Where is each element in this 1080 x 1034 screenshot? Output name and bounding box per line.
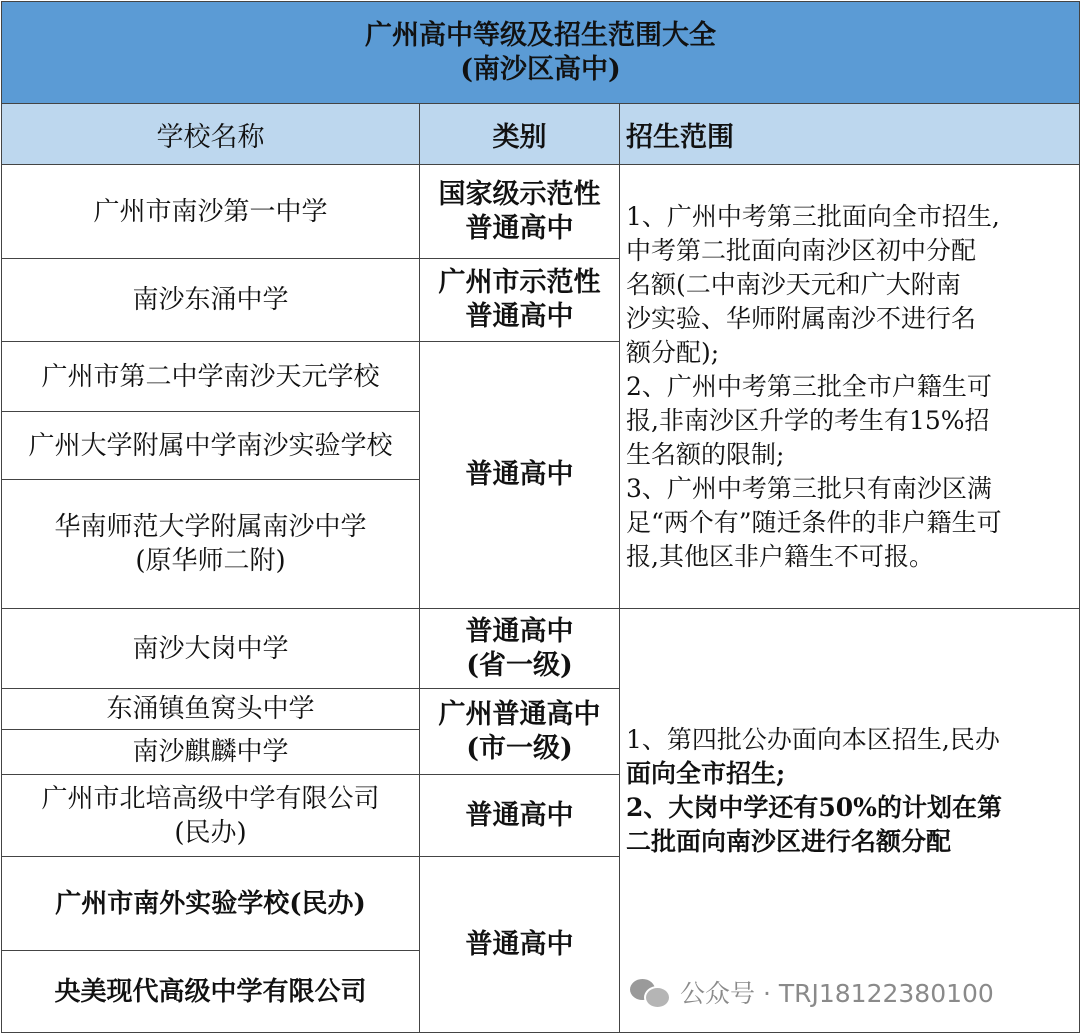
enrollment-table [1, 1, 1080, 1033]
enrollment-range-group-2: 1、第四批公办面向本区招生,民办 面向全市招生; 2、大岗中学还有50%的计划在第 二批面向南沙区进行名额分配 [620, 609, 1080, 1033]
school-type: 普通高中 [420, 857, 620, 1033]
school-name: 广州市南沙第一中学 [2, 165, 420, 259]
wechat-icon [630, 977, 670, 1007]
school-type: 普通高中 [420, 342, 620, 609]
table-title [2, 2, 1080, 104]
header-school: 学校名称 [2, 104, 420, 165]
header-range: 招生范围 [620, 104, 1080, 165]
school-type: 广州市示范性 普通高中 [420, 259, 620, 342]
enrollment-range-group-1: 1、广州中考第三批面向全市招生, 中考第二批面向南沙区初中分配 名额(二中南沙天元和广大附南 沙实验、华师附属南沙不进行名 额分配); 2、广州中考第三批全市户籍生可 报,非南沙区升学的考生有15%招 生名额的限制; 3、广州中考第三批只有南沙区满 足“两个有”随迁条件的非户籍生可 报,其他区非户籍生不可报。 [620, 165, 1080, 609]
school-name: 南沙麒麟中学 [2, 730, 420, 775]
school-name: 南沙大岗中学 [2, 609, 420, 689]
header-type: 类别 [420, 104, 620, 165]
school-name: 南沙东涌中学 [2, 259, 420, 342]
watermark [630, 974, 994, 1010]
school-type: 普通高中 [420, 775, 620, 857]
school-type: 国家级示范性 普通高中 [420, 165, 620, 259]
school-name: 广州市北培高级中学有限公司 (民办) [2, 775, 420, 857]
school-name: 广州市第二中学南沙天元学校 [2, 342, 420, 412]
school-name: 广州大学附属中学南沙实验学校 [2, 412, 420, 480]
school-type: 普通高中 (省一级) [420, 609, 620, 689]
title-line-1: 广州高中等级及招生范围大全 [365, 19, 716, 51]
school-name: 央美现代高级中学有限公司 [2, 951, 420, 1033]
watermark-text: 公众号 · TRJ18122380100 [680, 979, 994, 1008]
school-name: 广州市南外实验学校(民办) [2, 857, 420, 951]
school-name: 东涌镇鱼窝头中学 [2, 689, 420, 730]
school-type: 广州普通高中 (市一级) [420, 689, 620, 775]
title-line-2: (南沙区高中) [460, 53, 621, 85]
school-name: 华南师范大学附属南沙中学 (原华师二附) [2, 480, 420, 609]
